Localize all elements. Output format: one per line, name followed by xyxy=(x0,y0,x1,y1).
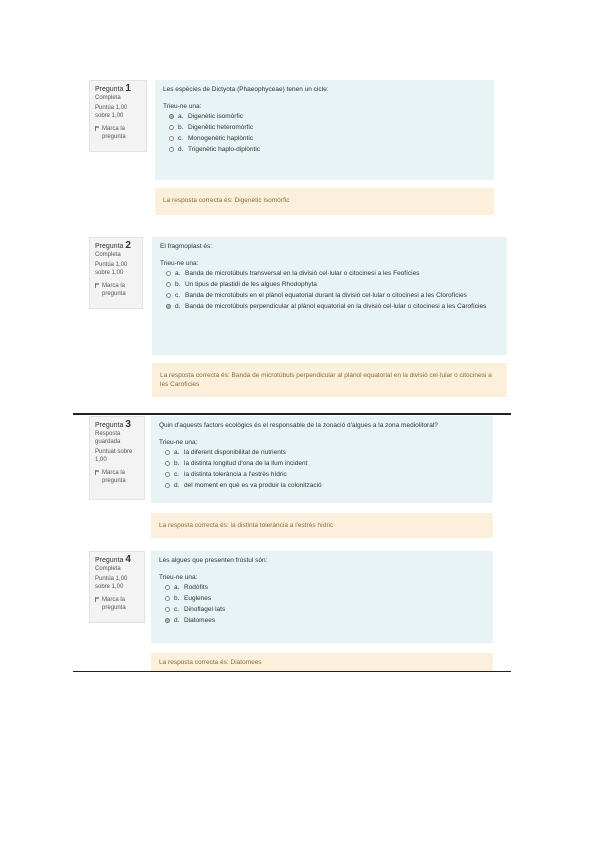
question-grade: Puntúa 1,00 sobre 1,00 xyxy=(95,262,128,276)
question-state: Completa xyxy=(95,566,121,572)
option-text: la distinta longitud d'ona de la llum incident xyxy=(184,460,308,467)
flag-label: Marca la pregunta xyxy=(102,283,126,297)
question-text: Quin d'aquests factors ecològics és el responsable de la zonació d'algues a la zona mediolitoral? xyxy=(159,422,438,429)
option-letter: b. xyxy=(175,281,181,288)
flag-label: Marca la pregunta xyxy=(102,597,126,611)
option-letter: d. xyxy=(175,303,181,310)
question-grade: Puntuat sobre 1,00 xyxy=(95,449,133,463)
option-letter: a. xyxy=(178,113,184,120)
question-title xyxy=(95,421,139,430)
answer-option[interactable] xyxy=(166,281,499,289)
radio-button[interactable] xyxy=(165,618,170,623)
flag-question-link[interactable] xyxy=(95,469,139,485)
option-letter: c. xyxy=(175,292,181,299)
radio-button[interactable] xyxy=(169,114,174,119)
answer-option[interactable] xyxy=(165,460,485,468)
radio-button[interactable] xyxy=(165,607,170,612)
radio-button[interactable] xyxy=(165,585,170,590)
option-letter: a. xyxy=(175,270,181,277)
answer-option[interactable] xyxy=(169,146,486,154)
answer-option[interactable] xyxy=(169,135,486,143)
flag-question-link[interactable] xyxy=(95,596,139,612)
flag-question-link[interactable] xyxy=(95,282,137,298)
radio-button[interactable] xyxy=(166,282,171,287)
correct-answer-text: La resposta correcta és: Diatomees xyxy=(159,659,262,666)
question-content xyxy=(155,80,494,180)
option-text: Banda de microtúbuls en el plànol equatorial durant la divisió cel·lular o citocinesi a les Clorofícies xyxy=(185,292,467,299)
answer-prompt: Trieu-ne una: xyxy=(160,260,199,267)
option-text: del moment en què es va produir la colonització xyxy=(184,482,322,489)
separator-line xyxy=(73,671,511,672)
option-text: Un tipus de plastidi de les algues Rhodophyta xyxy=(185,281,317,288)
radio-button[interactable] xyxy=(166,293,171,298)
flag-question-link[interactable] xyxy=(95,125,141,141)
feedback-panel xyxy=(155,188,494,215)
option-letter: d. xyxy=(178,146,184,153)
answer-option[interactable] xyxy=(165,606,485,614)
question-state: Completa xyxy=(95,95,121,101)
radio-button[interactable] xyxy=(169,136,174,141)
answer-option[interactable] xyxy=(169,113,486,121)
radio-button[interactable] xyxy=(165,461,170,466)
option-text: la distinta tolerància a l'estrès hídric xyxy=(184,471,287,478)
question-number: 4 xyxy=(125,554,131,565)
answer-option[interactable] xyxy=(166,292,499,300)
question-number: 1 xyxy=(125,83,131,94)
option-text: Banda de microtúbuls transversal en la divisió cel·lular o citocinesi a les Feofícies xyxy=(185,270,420,277)
option-text: Trigenètic haplo-diplòntic xyxy=(188,146,261,153)
question-number: 3 xyxy=(125,419,131,430)
flag-icon xyxy=(95,470,100,475)
radio-button[interactable] xyxy=(166,271,171,276)
flag-label: Marca la pregunta xyxy=(102,470,126,484)
correct-answer-text: La resposta correcta és: Banda de microtúbuls perpendicular al plànol equatorial en la divisió cel·lular o citocinesi a les Carofícies xyxy=(160,372,492,388)
question-label: Pregunta xyxy=(95,86,124,93)
question-info xyxy=(89,551,145,623)
flag-icon xyxy=(95,597,100,602)
feedback-panel xyxy=(151,513,493,538)
question-label: Pregunta xyxy=(95,243,124,250)
question-info xyxy=(89,416,145,500)
answer-option[interactable] xyxy=(165,471,485,479)
question-number: 2 xyxy=(125,240,131,251)
option-letter: d. xyxy=(174,482,180,489)
question-state: Completa xyxy=(95,252,121,258)
answer-prompt: Trieu-ne una: xyxy=(159,439,198,446)
option-text: Diatomees xyxy=(184,617,216,624)
option-text: la diferent disponibilitat de nutrients xyxy=(184,449,286,456)
option-text: Dinoflagel·lats xyxy=(184,606,226,613)
answer-option[interactable] xyxy=(165,595,485,603)
feedback-panel xyxy=(151,653,493,671)
option-letter: a. xyxy=(174,449,180,456)
option-letter: b. xyxy=(174,460,180,467)
correct-answer-text: La resposta correcta és: Digenètic isomòrfic xyxy=(163,197,290,204)
question-title xyxy=(95,242,137,251)
answer-prompt: Trieu-ne una: xyxy=(163,103,202,110)
question-label: Pregunta xyxy=(95,422,124,429)
option-letter: d. xyxy=(174,617,180,624)
option-letter: b. xyxy=(174,595,180,602)
option-text: Banda de microtúbuls perpendicular al plànol equatorial en la divisió cel·lular o citocinesi a les Carofícies xyxy=(185,303,487,310)
question-grade: Puntúa 1,00 sobre 1,00 xyxy=(95,105,128,119)
flag-label: Marca la pregunta xyxy=(102,126,126,140)
answer-option[interactable] xyxy=(165,449,485,457)
radio-button[interactable] xyxy=(169,125,174,130)
correct-answer-text: La resposta correcta és: la distinta tolerància a l'estrès hídric xyxy=(159,522,334,529)
option-letter: c. xyxy=(174,471,180,478)
option-text: Rodòfits xyxy=(184,584,208,591)
option-letter: a. xyxy=(174,584,180,591)
option-letter: b. xyxy=(178,124,184,131)
radio-button[interactable] xyxy=(165,472,170,477)
question-text: El fragmoplast és: xyxy=(160,243,213,250)
answer-prompt: Trieu-ne una: xyxy=(159,574,198,581)
option-text: Digenètic heteromòrfic xyxy=(188,124,254,131)
radio-button[interactable] xyxy=(166,304,171,309)
flag-icon xyxy=(95,283,100,288)
feedback-panel xyxy=(152,363,507,397)
radio-button[interactable] xyxy=(165,596,170,601)
question-info xyxy=(89,237,143,309)
question-text: Les algues que presenten frústul són: xyxy=(159,557,268,564)
option-text: Digenètic isomòrfic xyxy=(188,113,243,120)
question-label: Pregunta xyxy=(95,557,124,564)
question-state: Resposta guardada xyxy=(95,431,121,445)
answer-option[interactable] xyxy=(165,482,485,490)
answer-option[interactable] xyxy=(169,124,486,132)
question-content xyxy=(152,237,507,355)
option-letter: c. xyxy=(178,135,184,142)
question-content xyxy=(151,551,493,643)
radio-button[interactable] xyxy=(165,450,170,455)
question-content xyxy=(151,416,493,503)
answer-option[interactable] xyxy=(165,617,485,625)
answer-option[interactable] xyxy=(166,270,499,278)
question-title xyxy=(95,85,141,94)
option-text: Euglenes xyxy=(184,595,212,602)
question-info xyxy=(89,80,147,152)
separator-line xyxy=(73,413,511,415)
answer-option[interactable] xyxy=(166,303,499,311)
flag-icon xyxy=(95,126,100,131)
question-text: Les espècies de Dictyota (Phaeophyceae) tenen un cicle: xyxy=(163,86,329,93)
option-letter: c. xyxy=(174,606,180,613)
option-text: Monogenètic haplòntic xyxy=(188,135,254,142)
answer-option[interactable] xyxy=(165,584,485,592)
radio-button[interactable] xyxy=(169,147,174,152)
question-title xyxy=(95,556,139,565)
question-grade: Puntúa 1,00 sobre 1,00 xyxy=(95,576,128,590)
radio-button[interactable] xyxy=(165,483,170,488)
